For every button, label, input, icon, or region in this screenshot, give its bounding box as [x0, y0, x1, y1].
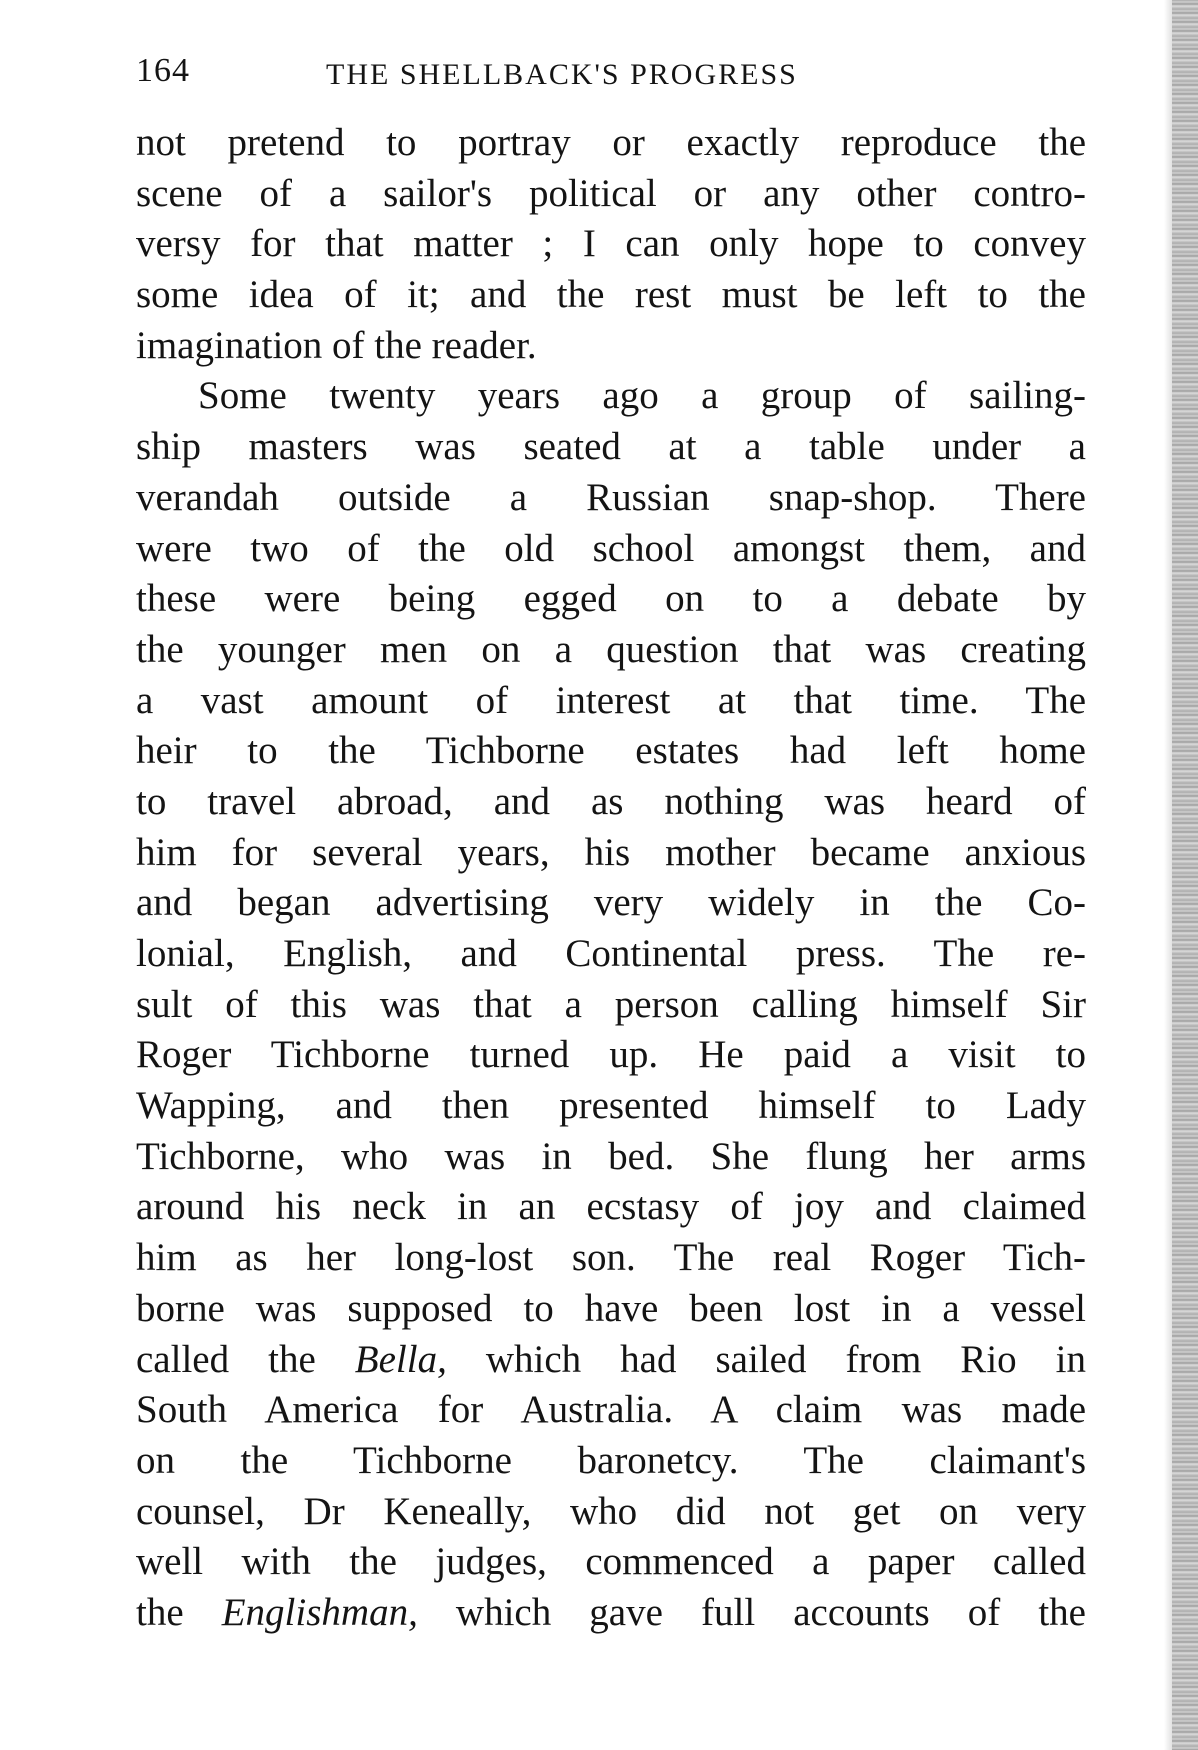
page-gutter-shadow [1164, 0, 1172, 1750]
text-line: some idea of it; and the rest must be left to the [136, 273, 1086, 317]
text-line: verandah outside a Russian snap-shop. There [136, 475, 1086, 519]
text-line: Wapping, and then presented himself to Lady [136, 1084, 1086, 1128]
text-line: imagination of the reader. [136, 323, 537, 367]
text-line: Tichborne, who was in bed. She flung her arms [136, 1134, 1086, 1178]
page-header [136, 46, 1086, 96]
line-segment: which gave full accounts of the [417, 1590, 1086, 1634]
text-line: scene of a sailor's political or any other contro- [136, 171, 1086, 215]
text-line: these were being egged on to a debate by [136, 577, 1086, 621]
line-segment: the [136, 1590, 222, 1634]
text-line: the younger men on a question that was creating [136, 627, 1086, 671]
text-line: him for several years, his mother became anxious [136, 830, 1086, 874]
text-line: were two of the old school amongst them, and [136, 526, 1086, 570]
book-edge [1172, 0, 1198, 1750]
text-line: sult of this was that a person calling himself Sir [136, 982, 1086, 1026]
text-line [136, 1335, 1086, 1386]
text-line: on the Tichborne baronetcy. The claimant's [136, 1438, 1086, 1482]
text-line: Some twenty years ago a group of sailing- [198, 374, 1086, 418]
text-line: not pretend to portray or exactly reproduce the [136, 121, 1086, 164]
line-segment: called the [136, 1337, 355, 1381]
text-line: ship masters was seated at a table under a [136, 425, 1086, 469]
running-head: THE SHELLBACK'S PROGRESS [326, 58, 798, 91]
text-line: around his neck in an ecstasy of joy and claimed [136, 1185, 1086, 1229]
ship-name-italic: Bella, [354, 1337, 447, 1381]
text-line: well with the judges, commenced a paper called [136, 1540, 1086, 1584]
text-line: South America for Australia. A claim was made [136, 1388, 1086, 1432]
text-line: a vast amount of interest at that time. The [136, 678, 1086, 722]
text-line: Roger Tichborne turned up. He paid a visit to [136, 1033, 1086, 1077]
text-line: lonial, English, and Continental press. The re- [136, 932, 1086, 975]
paper-name-italic: Englishman, [221, 1590, 418, 1634]
text-line: to travel abroad, and as nothing was heard of [136, 779, 1086, 823]
body-text [136, 118, 1086, 1639]
page-number: 164 [136, 52, 190, 89]
text-line: heir to the Tichborne estates had left home [136, 729, 1086, 773]
line-segment: which had sailed from Rio in [446, 1337, 1086, 1381]
text-line: versy for that matter ; I can only hope to convey [136, 222, 1086, 266]
text-line: counsel, Dr Keneally, who did not get on very [136, 1489, 1086, 1533]
text-line [136, 1588, 1086, 1639]
text-line: borne was supposed to have been lost in a vessel [136, 1286, 1086, 1330]
text-line: him as her long-lost son. The real Roger Tich- [136, 1236, 1086, 1280]
text-line: and began advertising very widely in the Co- [136, 881, 1086, 925]
